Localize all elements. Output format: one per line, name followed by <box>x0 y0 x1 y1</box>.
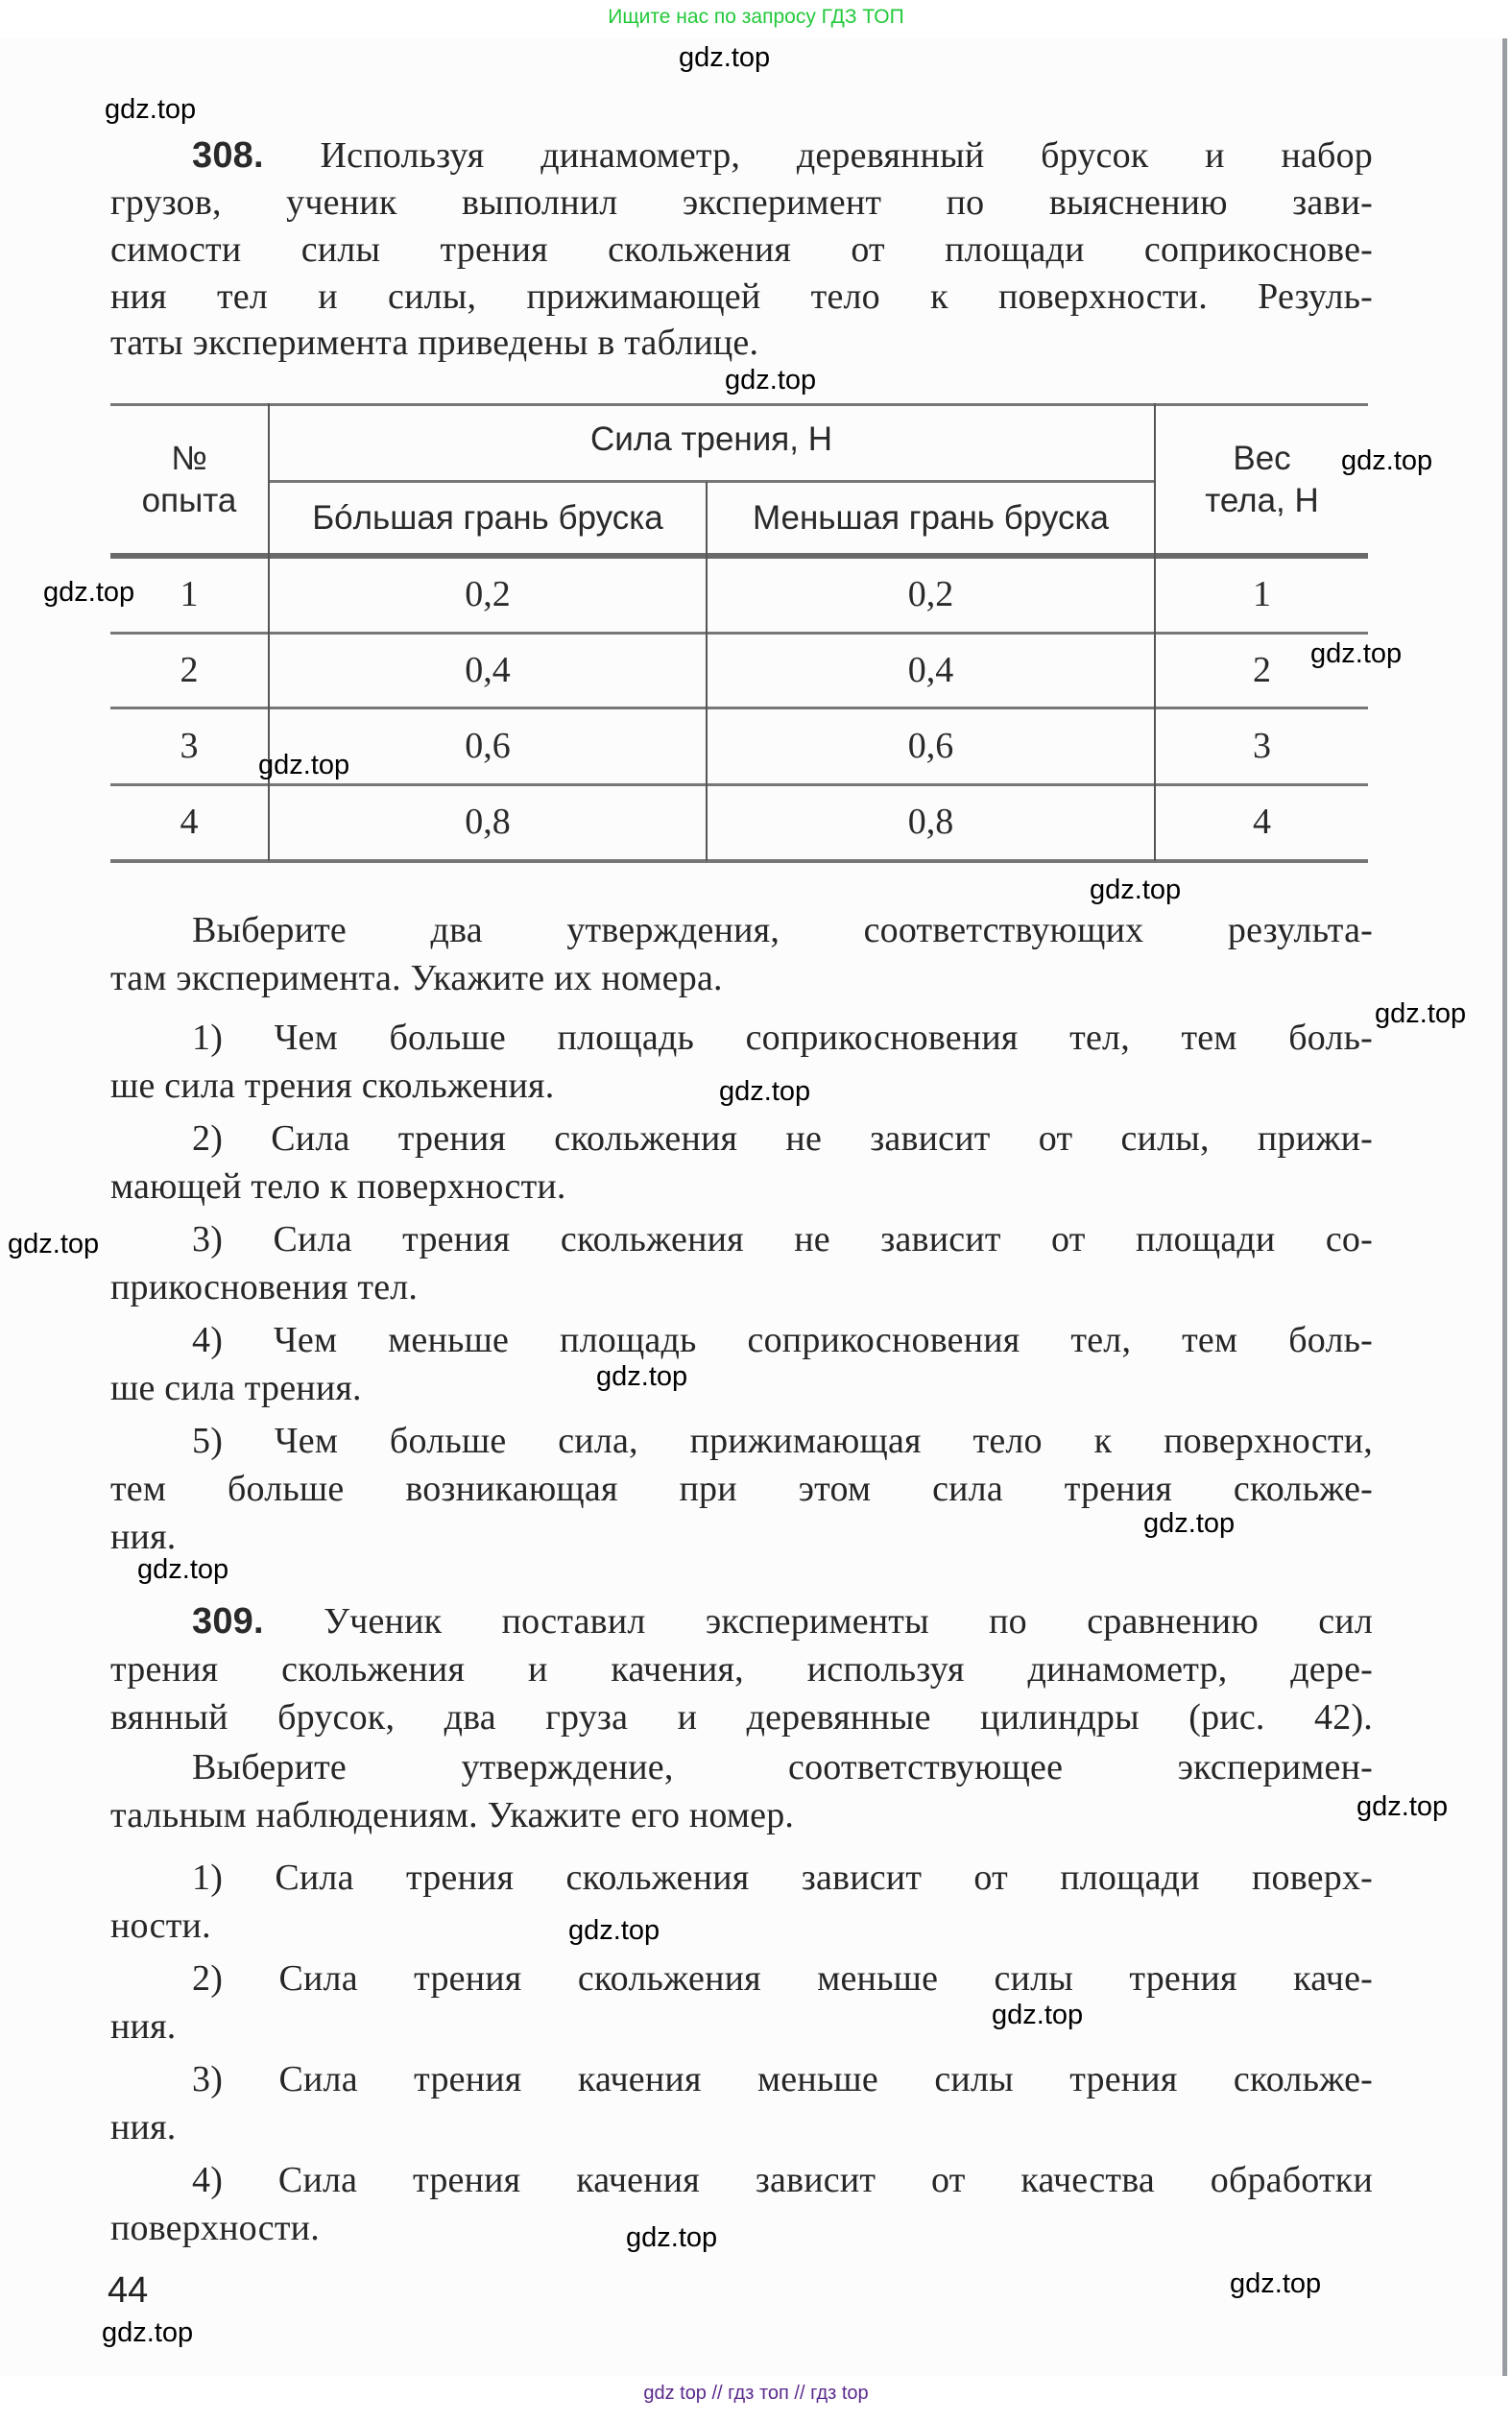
watermark: gdz.top <box>626 2222 718 2253</box>
header-small-face: Меньшая грань бруска <box>752 499 1110 537</box>
table-row-1-number: 1 <box>180 574 199 614</box>
header-number <box>110 438 268 522</box>
table-row-1-weight: 1 <box>1253 574 1271 614</box>
table-row-4-weight: 4 <box>1253 802 1271 842</box>
task308-option-4-cont: ше сила трения. <box>110 1368 362 1408</box>
task309-number: 309. <box>192 1601 264 1642</box>
task308-option-3-cont: прикосновения тел. <box>110 1267 419 1307</box>
task309-line-2: трения скольжения и качения, используя динамометр, дере- <box>110 1649 1373 1690</box>
task308-option-5-cont2: ния. <box>110 1517 177 1557</box>
task309-question-line-1: Выберите утверждение, соответствующее эксперимен- <box>192 1747 1373 1787</box>
table-row-2-number: 2 <box>180 650 199 690</box>
task309-option-1-cont: ности. <box>110 1906 211 1946</box>
task308-option-5: 5) Чем больше сила, прижимающая тело к поверхности, <box>192 1421 1373 1461</box>
task309-option-2: 2) Сила трения скольжения меньше силы трения каче- <box>192 1958 1373 1999</box>
watermark: gdz.top <box>679 42 771 73</box>
header-weight <box>1156 438 1368 522</box>
watermark: gdz.top <box>105 94 197 125</box>
task308-line-4: ния тел и силы, прижимающей тело к поверхности. Резуль- <box>110 276 1373 317</box>
search-banner[interactable]: Ищите нас по запросу ГДЗ ТОП <box>608 6 904 28</box>
task308-option-2: 2) Сила трения скольжения не зависит от силы, прижи- <box>192 1118 1373 1159</box>
task309-option-4: 4) Сила трения качения зависит от качества обработки <box>192 2160 1373 2200</box>
footer-links[interactable]: gdz top // гдз топ // гдз top <box>643 2383 869 2404</box>
watermark: gdz.top <box>43 577 135 608</box>
table-bottom-rule <box>110 859 1368 863</box>
table-row-4-large: 0,8 <box>465 802 511 842</box>
table-subheader-rule <box>268 480 1155 483</box>
task309-option-2-cont: ния. <box>110 2006 177 2047</box>
header-friction-group: Сила трения, Н <box>590 420 832 458</box>
task309-option-3: 3) Сила трения качения меньше силы трения скольже- <box>192 2059 1373 2099</box>
task308-question-line-2: там эксперимента. Укажите их номера. <box>110 958 723 998</box>
header-number-line2: опыта <box>141 482 237 519</box>
watermark: gdz.top <box>725 365 817 396</box>
task308-question-line-1: Выберите два утверждения, соответствующих результа- <box>192 910 1373 950</box>
header-large-face: Бóльшая грань бруска <box>312 499 663 537</box>
task308-option-2-cont: мающей тело к поверхности. <box>110 1166 566 1207</box>
header-weight-line1: Вес <box>1233 440 1291 477</box>
table-row-1-large: 0,2 <box>465 574 511 614</box>
friction-table <box>110 403 1368 864</box>
task308-intro-text: Используя динамометр, деревянный брусок и набор <box>320 135 1373 176</box>
task309-line-1 <box>110 1603 1373 1640</box>
page-number: 44 <box>108 2270 149 2311</box>
watermark: gdz.top <box>137 1554 229 1585</box>
watermark: gdz.top <box>719 1076 811 1107</box>
task309-question-line-2: тальным наблюдениям. Укажите его номер. <box>110 1795 795 1835</box>
task309-option-4-cont: поверхности. <box>110 2208 320 2248</box>
watermark: gdz.top <box>102 2317 194 2348</box>
task308-option-4: 4) Чем меньше площадь соприкосновения тел, тем боль- <box>192 1320 1373 1360</box>
table-row-rule <box>110 632 1368 635</box>
watermark: gdz.top <box>992 2000 1084 2030</box>
table-row-rule <box>110 783 1368 786</box>
task309-intro-text: Ученик поставил эксперименты по сравнению сил <box>324 1601 1373 1642</box>
task308-line-3: симости силы трения скольжения от площади соприкоснове- <box>110 229 1373 270</box>
table-row-4-small: 0,8 <box>907 802 954 842</box>
task308-line-1 <box>110 137 1373 174</box>
header-weight-line2: тела, Н <box>1205 482 1319 519</box>
task308-option-1: 1) Чем больше площадь соприкосновения тел, тем боль- <box>192 1018 1373 1058</box>
task308-line-5: таты эксперимента приведены в таблице. <box>110 323 759 363</box>
table-row-rule <box>110 707 1368 709</box>
watermark: gdz.top <box>568 1915 660 1946</box>
watermark: gdz.top <box>1230 2268 1322 2299</box>
table-row-2-large: 0,4 <box>465 650 511 690</box>
task309-option-1: 1) Сила трения скольжения зависит от площади поверх- <box>192 1858 1373 1898</box>
watermark: gdz.top <box>1341 445 1433 476</box>
table-top-rule <box>110 403 1368 406</box>
table-row-4-number: 4 <box>180 802 199 842</box>
table-row-2-weight: 2 <box>1253 650 1271 690</box>
task309-line-3: вянный брусок, два груза и деревянные цилиндры (рис. 42). <box>110 1697 1373 1738</box>
table-row-2-small: 0,4 <box>907 650 954 690</box>
header-number-line1: № <box>171 440 207 477</box>
task308-option-1-cont: ше сила трения скольжения. <box>110 1066 555 1106</box>
task308-line-2: грузов, ученик выполнил эксперимент по выяснению зави- <box>110 182 1373 223</box>
watermark: gdz.top <box>1375 998 1467 1029</box>
task308-number: 308. <box>192 135 264 176</box>
table-row-3-large: 0,6 <box>465 726 511 766</box>
table-row-1-small: 0,2 <box>907 574 954 614</box>
watermark: gdz.top <box>596 1361 688 1392</box>
watermark: gdz.top <box>8 1229 100 1259</box>
watermark: gdz.top <box>1356 1791 1449 1822</box>
table-row-3-weight: 3 <box>1253 726 1271 766</box>
table-col-divider <box>268 403 270 861</box>
watermark: gdz.top <box>258 750 350 780</box>
task309-option-3-cont: ния. <box>110 2107 177 2147</box>
task308-option-5-cont: тем больше возникающая при этом сила трения скольже- <box>110 1469 1373 1509</box>
table-header-rule <box>110 553 1368 559</box>
task308-option-3: 3) Сила трения скольжения не зависит от площади со- <box>192 1219 1373 1259</box>
watermark: gdz.top <box>1143 1508 1236 1539</box>
table-row-3-number: 3 <box>180 726 199 766</box>
table-row-3-small: 0,6 <box>907 726 954 766</box>
watermark: gdz.top <box>1310 638 1403 669</box>
watermark: gdz.top <box>1090 875 1182 905</box>
